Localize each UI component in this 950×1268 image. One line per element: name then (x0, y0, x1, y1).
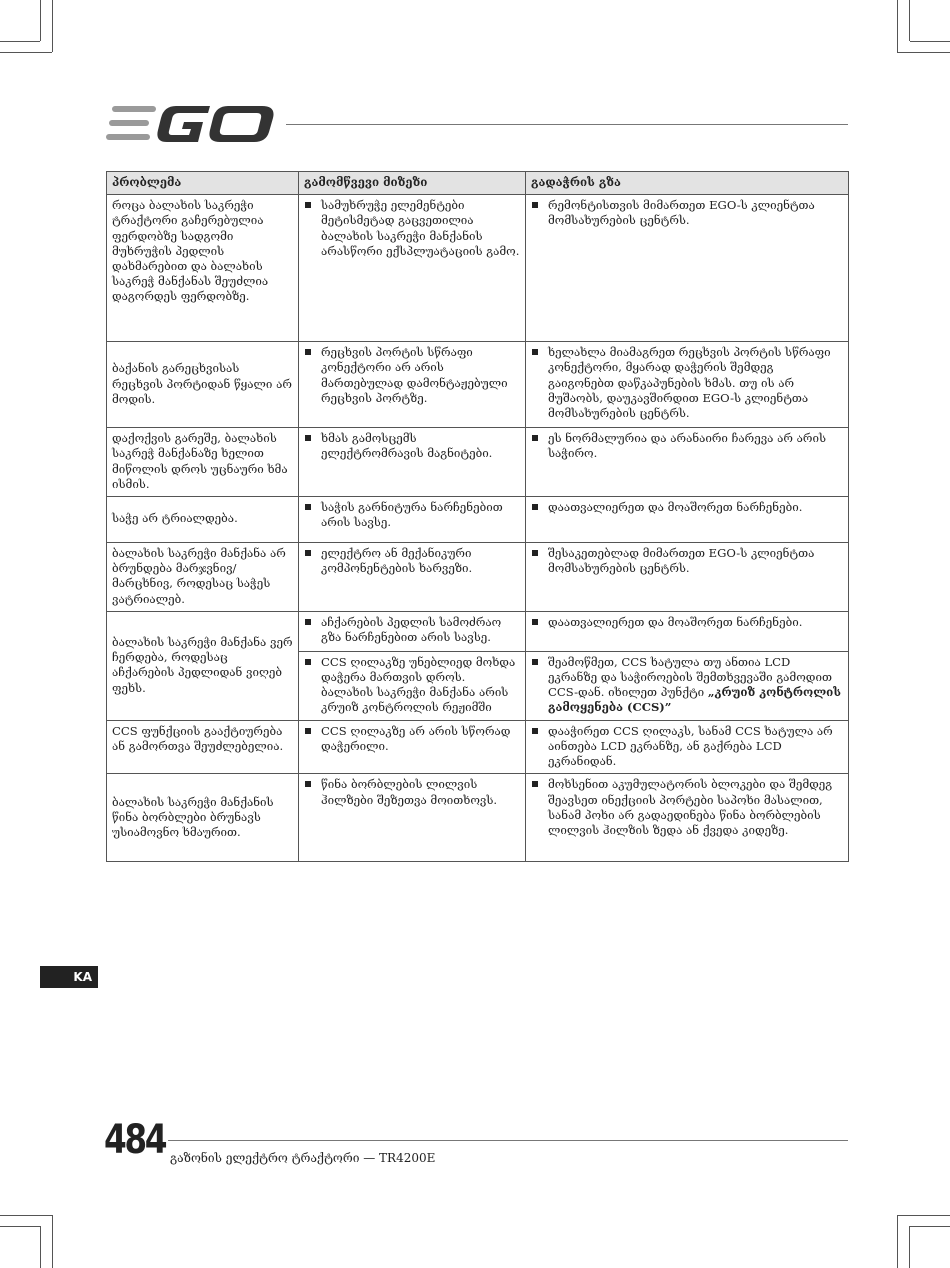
table-row (107, 720, 849, 774)
table-header-row (107, 172, 849, 195)
cause-text: აჩქარების პედლის სამოძრაო გზა ნარჩენებით არის სავსე. (321, 614, 502, 645)
cause-cell (299, 774, 526, 862)
problem-cell (107, 774, 299, 862)
solution-cell (526, 428, 849, 497)
bullet-icon (532, 781, 538, 787)
cause-text: ხმას გამოსცემს ელექტრომრავის მაგნიტები. (321, 431, 493, 461)
problem-cell (107, 611, 299, 720)
bullet-icon (305, 550, 311, 556)
cause-cell (299, 342, 526, 428)
solution-text: შეამოწმეთ, CCS ხატულა თუ ანთია LCD ეკრანზე და საჭიროების შემთხვევაში გამოდით CCS-დან. იხილეთ პუნქტი (548, 654, 832, 700)
solution-cell (526, 774, 849, 862)
cause-text: რეცხვის პორტის სწრაფი კონექტორი არ არის მართებულად დამონტაჟებული რეცხვის პორტზე. (321, 345, 508, 405)
problem-cell: დაქოქვის გარეშე, ბალახის საკრეჭ მანქანაზე ხელით მიწოლის დროს უცნაური ხმა ისმის. (107, 428, 299, 497)
bullet-icon (305, 504, 311, 510)
problem-cell (107, 342, 299, 428)
bullet-icon (532, 619, 538, 625)
table-row (107, 611, 849, 651)
column-header-cause: გამომწვევი მიზეზი (299, 172, 526, 195)
problem-cell (107, 497, 299, 543)
table-row (107, 342, 849, 428)
table-row (107, 774, 849, 862)
problem-text: ბალახის საკრეჭი მანქანა ვერ ჩერდება, როდესაც აჩქარების პედლიდან ვიღებ ფეხს. (112, 634, 293, 695)
crop-mark (52, 0, 53, 52)
solution-text: ეს ნორმალურია და არანაირი ჩარევა არ არის საჭირო. (548, 431, 826, 461)
table-row (107, 428, 849, 497)
solution-text: ხელახლა მიამაგრეთ რეცხვის პორტის სწრაფი კონექტორი, მყარად დაჭერის შემდეგ გაიგონებთ დაწკაპუნების ხმას. თუ ის არ მუშაობს, დაუკავშირდით EGO-ს კლიენტთა მომსახურების ცენტრს. (548, 345, 831, 421)
column-header-solution: გადაჭრის გზა (526, 172, 849, 195)
bullet-icon (305, 349, 311, 355)
troubleshooting-table (106, 171, 849, 862)
crop-mark (0, 1215, 52, 1216)
solution-reference: „კრუიზ კონტროლის გამოყენება (CCS)” (548, 685, 842, 715)
bullet-icon (305, 659, 311, 665)
crop-mark (40, 0, 41, 41)
solution-text: დაათვალიერეთ და მოაშორეთ ნარჩენები. (548, 614, 803, 629)
cause-cell (299, 543, 526, 612)
page-number: 484 (104, 1117, 166, 1163)
crop-mark (909, 1226, 910, 1268)
column-header-problem: პრობლემა (107, 172, 299, 195)
cause-text: წინა ბორბლების ლილვის ჰილზები შეზეთვა მოითხოვს. (321, 777, 498, 807)
solution-cell (526, 342, 849, 428)
cause-cell (299, 497, 526, 543)
solution-cell (526, 543, 849, 612)
bullet-icon (305, 619, 311, 625)
solution-cell (526, 611, 849, 651)
bullet-icon (532, 349, 538, 355)
header-rule (286, 124, 848, 125)
bullet-icon (305, 728, 311, 734)
cause-cell (299, 195, 526, 342)
crop-mark (910, 1226, 950, 1227)
crop-mark (897, 0, 898, 52)
crop-mark (909, 0, 910, 41)
solution-text: დაათვალიერეთ და მოაშორეთ ნარჩენები. (548, 500, 803, 515)
problem-cell: ბალახის საკრეჭი მანქანა არ ბრუნდება მარჯვნივ/ მარცხნივ, როდესაც საჭეს ვატრიალებ. (107, 543, 299, 612)
bullet-icon (305, 202, 311, 208)
solution-text: მოხსენით აკუმულატორის ბლოკები და შემდეგ შეავსეთ ინექციის პორტები საპოხი მასალით, სანამ პოხი არ გადაედინება წინა ბორბლების ლილვის ჰილზის ზედა ან ქვედა კიდეზე. (548, 777, 833, 838)
crop-mark (0, 41, 40, 42)
footer-title: გაზონის ელექტრო ტრაქტორი — TR4200E (170, 1151, 436, 1165)
footer-rule (168, 1140, 848, 1141)
cause-text: ელექტრო ან მექანიკური კომპონენტების ხარვეზი. (321, 546, 473, 576)
crop-mark (910, 41, 950, 42)
cause-text: CCS ღილაკზე არ არის სწორად დაჭერილი. (321, 723, 511, 754)
solution-text: დააჭირეთ CCS ღილაკს, სანამ CCS ხატულა არ აინთება LCD ეკრანზე, ან გაქრება LCD ეკრანიდან. (548, 723, 833, 769)
language-tab (40, 966, 98, 988)
problem-text: ბალახის საკრეჭი მანქანის წინა ბორბლები ბრუნავს უსიამოვნო ხმაურით. (112, 794, 274, 840)
bullet-icon (532, 504, 538, 510)
language-tab-label: KA (73, 970, 92, 984)
cause-cell (299, 611, 526, 651)
crop-mark (897, 1215, 898, 1268)
solution-cell (526, 195, 849, 342)
bullet-icon (532, 728, 538, 734)
problem-text: ბაქანის გარეცხვისას რეცხვის პორტიდან წყალი არ მოდის. (112, 361, 292, 406)
crop-mark (0, 1226, 40, 1227)
problem-text: საჭე არ ტრიალდება. (112, 511, 238, 526)
crop-mark (40, 1226, 41, 1268)
cause-text: CCS ღილაკზე უნებლიედ მოხდა დაჭერა მართვის დროს. ბალახის საკრეჭი მანქანა არის კრუიზ კონტროლის რეჟიმში (321, 654, 516, 715)
cause-cell (299, 720, 526, 774)
table-row (107, 543, 849, 612)
cause-cell (299, 428, 526, 497)
cause-text: სამუხრუჭე ელემენტები მეტისმეტად გაცვეთილია ბალახის საკრეჭი მანქანის არასწორი ექსპლუატაციის გამო. (321, 198, 520, 258)
ego-logo (106, 103, 278, 145)
cause-text: საჭის გარნიტურა ნარჩენებით არის სავსე. (321, 500, 503, 530)
bullet-icon (532, 659, 538, 665)
crop-mark (0, 52, 52, 53)
solution-cell (526, 497, 849, 543)
crop-mark (52, 1215, 53, 1268)
solution-text: რემონტისთვის მიმართეთ EGO-ს კლიენტთა მომსახურების ცენტრს. (548, 198, 815, 228)
crop-mark (897, 1215, 950, 1216)
bullet-icon (532, 202, 538, 208)
problem-cell: CCS ფუნქციის გააქტიურება ან გამორთვა შეუძლებელია. (107, 720, 299, 774)
cause-cell (299, 651, 526, 720)
solution-text: შესაკეთებლად მიმართეთ EGO-ს კლიენტთა მომსახურების ცენტრს. (548, 546, 815, 576)
bullet-icon (305, 435, 311, 441)
bullet-icon (305, 781, 311, 787)
solution-cell (526, 720, 849, 774)
bullet-icon (532, 550, 538, 556)
solution-cell (526, 651, 849, 720)
crop-mark (897, 52, 950, 53)
table-row (107, 497, 849, 543)
problem-cell: როცა ბალახის საკრეჭი ტრაქტორი გაჩერებულია ფერდობზე სადგომი მუხრუჭის პედლის დახმარებით და ბალახის საკრეჭ მანქანას შეუძლია დაგორდეს ფერდობზე. (107, 195, 299, 342)
table-row (107, 195, 849, 342)
bullet-icon (532, 435, 538, 441)
